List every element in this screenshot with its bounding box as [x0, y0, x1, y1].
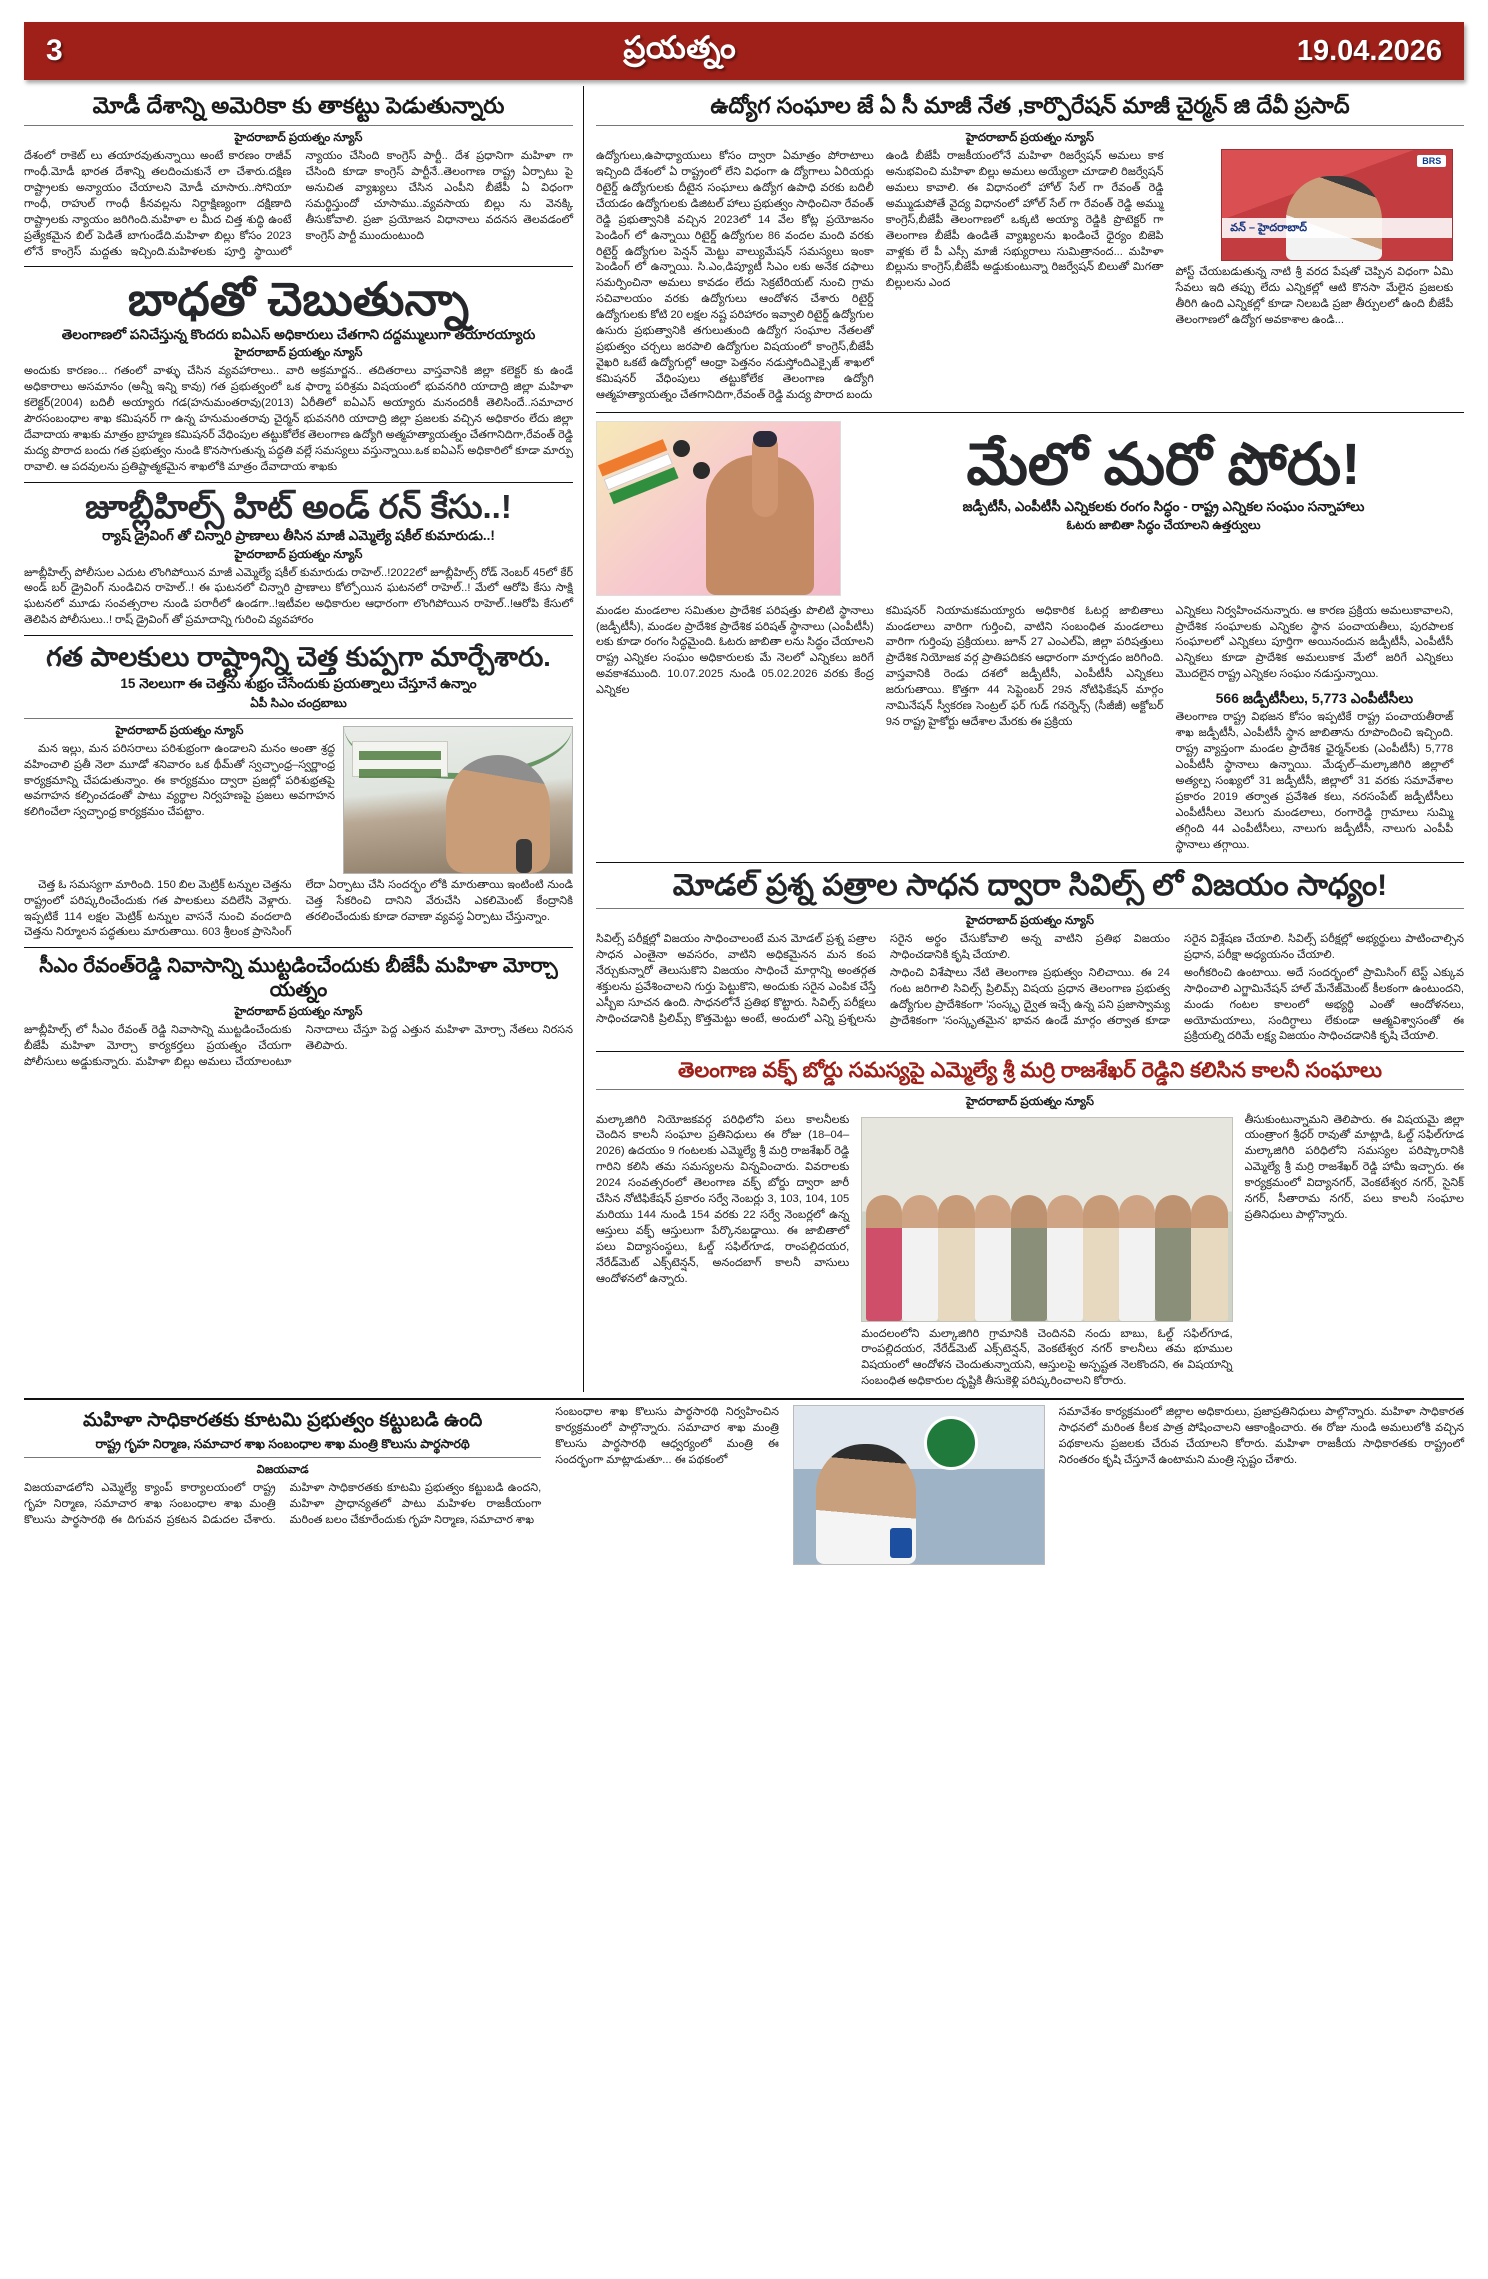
article-body-col1: విజయవాడలోని ఎమ్మెల్యే క్యాంప్ కార్యాలయంలో రాష్ట్ర గృహ నిర్మాణ, సమాచార శాఖ సంబంధాల శాఖ మంత్రి కొలుసు పార్థసారథి ఈ దిగువన ప్రకటన విడుదల చేశారు. మహిళా సాధికారతకు కూటమి ప్రభుత్వం కట్టుబడి ఉందని, మహిళా ప్రాధాన్యతలో పాటు మహిళల రాజకీయంగా మరింత బలం చేకూరేందుకు గృహ నిర్మాణ, సమాచార శాఖ [24, 1482, 542, 1527]
article-headline: తెలంగాణ వక్ఫ్ బోర్డు సమస్యపై ఎమ్మెల్యే శ్రీ మర్రి రాజశేఖర్ రెడ్డిని కలిసిన కాలనీ సంఘాలు [677, 1059, 1383, 1083]
photo-person [1011, 1195, 1047, 1321]
byline: హైదరాబాద్ ప్రయత్నం న్యూస్ [115, 724, 244, 737]
article-headline: మహిళా సాధికారతకు కూటమి ప్రభుత్వం కట్టుబడి ఉంది [82, 1410, 483, 1432]
byline: హైదరాబాద్ ప్రయత్నం న్యూస్ [234, 347, 363, 360]
byline: హైదరాబాద్ ప్రయత్నం న్యూస్ [965, 1095, 1094, 1108]
article-body-col3: అంగీకరించి ఉంటాయి. అదే సందర్భంలో ప్రామిసింగ్ టెస్ట్ ఎక్కువ సాధించాలి ఎగ్జామినేషన్ హాల్ మేనేజ్‌మెంట్ కీలకంగా ఉంటుందని, మండు గంటల కాలంలో అభ్యర్థి ఎంతో ఆందోళనలు, అయోమయాలు, సందిగ్ధాలు లేకుండా ఆత్మవిశ్వాసంతో ఈ ప్రక్రియల్ని దరిమే లక్ష్య విజయం సాధించడానికి కృషి చేయాలి. [1184, 966, 1464, 1043]
article-body-col2: ఎన్నికలు నిర్వహించనున్నారు. ఆ కారణ ప్రక్రియ అమలుకావాలని, ప్రాదేశిక సంఘాలకు ఎన్నికల స్థాన పంచాయతీలు, పురపాలక సంఘాలలో ఎన్నికలు పూర్తిగా అయినందున జడ్పీటీసీ, ఎంపీటీసీ ఎన్నికలు కూడా ప్రాదేశిక అమలుకాక మేలో జరిగే ఎన్నికలు మొదలైన రాష్ట్ర ఎన్నికల సంఘం నడుస్తున్నాయి. [1175, 604, 1454, 681]
photo-microphone [890, 1528, 912, 1558]
publication-date: 19.04.2026 [1296, 34, 1442, 67]
photo-person [975, 1195, 1011, 1321]
article-body-col1: మల్కాజిగిరి నియోజకవర్గ పరిధిలోని పలు కాలనీలకు చెందిన కాలనీ సంఘాల ప్రతినిధులు ఈ రోజు (18–04–2026) ఉదయం 9 గంటలకు ఎమ్మెల్యే శ్రీ మర్రి రాజశేఖర్ రెడ్డి గారిని కలిసి తమ సమస్యలను విన్నవించారు. వివరాలకు 2024 సంవత్సరంలో తెలంగాణ వక్ఫ్ బోర్డు ద్వారా జారీ చేసిన నోటిఫికేషన్ ప్రకారం సర్వే నెంబర్లు 3, 103, 104, 105 మరియు 144 నుండి 154 వరకు 22 సర్వే నెంబర్లలో ఉన్న ఆస్తులు వక్ఫ్ ఆస్తులుగా పేర్కొనబడ్డాయి. ఈ జాబితాలో పలు విద్యాసంస్థలు, ఓల్డ్ సఫిల్‌గూడ, రాంపల్లిదయర, నేరేడ్‌మెట్ ఎక్స్‌టెన్షన్, అనందబాగ్ కాలనీ వాసులు ఆందోళనలో ఉన్నారు. [596, 1113, 850, 1285]
page-columns [24, 86, 1464, 1392]
article-body-col2: ఉండి బీజేపీ రాజకీయంలోనే మహిళా రిజర్వేషన్ అమలు కాక అనుభవించి మహిళా బిల్లు అమలు అయ్యేలా చూడాలి రిజర్వేషన్ అమలు కావాలి. ఈ విధానంలో హోల్ సేల్ గా రేవంత్ రెడ్డి అమ్ముడుపోతే వైద్య విధానంలో హోల్ సేల్ గా రేవంత్ రెడ్డి అమ్ము కాంగ్రెస్,బీజేపీ తెలంగాణలో ఒక్కటి అయ్యా రెడ్డికి ప్రొటెక్టర్ గా తెలంగాణ బీజేపీ ఉండితే వ్యాఖ్యలను ఖండించే ధైర్యం బిజెపి వాళ్లకు లే పీ ఎస్సీ మాజీ సభ్యురాలు సుమిత్రానంద... మహిళా బిల్లును కాంగ్రెస్,బీజేపీ అడ్డుకుంటున్నా రిజర్వేషన్ బిలుతో మిగతా బిల్లులను ఎంద [885, 150, 1164, 290]
eci-dot-1 [673, 440, 690, 457]
article-subhead: 15 నెలలుగా ఈ చెత్తను శుభ్రం చేసేందుకు ప్రయత్నాలు చేస్తూనే ఉన్నాం [120, 676, 477, 692]
byline: హైదరాబాద్ ప్రయత్నం న్యూస్ [965, 132, 1094, 145]
article-attribution: ఏపీ సిఎం చంద్రబాబు [250, 695, 347, 710]
article-modi-america [24, 92, 573, 260]
footer-article-mahila-sadhikarata [24, 1398, 1464, 1569]
article-headline: మోడల్ ప్రశ్న పత్రాల సాధన ద్వారా సివిల్స్ లో విజయం సాధ్యం! [672, 868, 1388, 902]
photo-devi-prasad [1221, 149, 1453, 261]
article-civils-model-papers [596, 869, 1464, 1046]
photo-banner-board [352, 741, 448, 777]
photo-banner-strip: వన్ – హైదరాబాద్ [1222, 218, 1452, 238]
article-body-col2: మందలంలోని మల్కాజిగిరి గ్రామానికి చెందినవి నందు బాబు, ఓల్డ్ సఫిల్‌గూడ, రాంపల్లిదయర, నేరేడ్‌మెట్ ఎక్స్‌టెన్షన్, వెంకటేశ్వర నగర్ కాలనీలు తమ భూముల విషయంలో ఆందోళన చెందుతున్నాయని, ఆస్తులపై అస్పష్టత నెలకొందని, ఈ విషయాన్ని సంబంధిత అధికారుల దృష్టికి తీసుకెళ్లి పరిష్కరించాలని కోరారు. [861, 1327, 1233, 1388]
newspaper-title: ప్రయత్నం [623, 29, 737, 65]
article-body: మన ఇల్లు, మన పరిసరాలు పరిశుభ్రంగా ఉండాలని మనం అంతా శ్రద్ధ వహించాలి ప్రతీ నెలా మూడో శనివారం ఒక థీమ్‌తో స్వచ్ఛాంధ్ర–స్వర్ణాంధ్ర కార్యక్రమాన్ని చేపడుతున్నాం. ఈ కార్యక్రమం ద్వారా ప్రజల్లో పరిశుభ్రతపై అవగాహన కల్పించడంతో పాటు వ్యర్థాల నిర్వహణపై ప్రజలు అవగాహన కలిగించేలా స్వచ్ఛాంధ్ర కార్యక్రమం చేపట్టాం. [24, 742, 335, 819]
photo-person [1155, 1195, 1191, 1321]
article-body-col2: సాధించి విశేషాలు నేటి తెలంగాణ ప్రభుత్వం నిలిచాయి. ఈ 24 గంట జరిగాలి సివిల్స్ ప్రిలిమ్స్ విషయ ప్రధాన తెలంగాణ ప్రభుత్వ ఉద్యోగుల ప్రాదేశికంగా 'సంస్కృ ద్వైత ఇచ్చే ఉన్న పని ప్రజాస్వామ్య ప్రాదేశికంగా 'సంస్కృతమైన' భావన ఉండే మార్గం తర్వాత కూడా సరైన విశ్లేషణ చేయాలి. సివిల్స్ పరీక్షల్లో అభ్యర్థులు పాటించాల్సిన ప్రధాన, పరీక్షా అధ్యయనం చేయాలి. [890, 933, 1464, 1027]
photo-colony-delegation [861, 1117, 1232, 1322]
article-body-continued: చెత్త ఓ సమస్యగా మారింది. 150 బిల మెట్రిక్ టన్నుల చెత్తను రాష్ట్రంలో పరిష్కరించేందుకు గత పాలకులు వదిలేసి వెళ్లారు. ఇప్పటికే 114 లక్షల మెట్రిక్ టన్నుల వాసనే నుంచి వందలాది చెత్తను నిర్మూలన పద్ధతులు మారుతాయి. 603 శ్రీలంక ప్రాసెసింగ్ లేదా ఏర్పాటు చేసి సందర్భం లోకి మారుతాయి ఇంటింటి నుండి చెత్త సేకరించి దానిని వేరుచేసి ఎకలిమెంట్ కేంద్రానికి తరలించేందుకు కూడా రవాణా వ్యవస్థ ఏర్పాటు చేస్తున్నాం. [24, 878, 573, 939]
article-body-col3: తీసుకుంటున్నామని తెలిపారు. ఈ విషయమై జిల్లా యంత్రాంగ శ్రీధర్ రావుతో మాట్లాడి, ఓల్డ్ సఫిల్‌గూడ మల్కాజిగిరి పరిధిలోని సమస్యల పరిష్కారానికి ఎమ్మెల్యే శ్రీ మర్రి రాజశేఖర్ రెడ్డి హామీ ఇచ్చారు. ఈ కార్యక్రమంలో విద్యానగర్, వెంకటేశ్వర నగర్, సైనిక్ నగర్, సీతారామ నగర్, పలు కాలనీ సంఘాల ప్రతినిధులు పాల్గొన్నారు. [1244, 1113, 1464, 1221]
article-waqf-board-colony [596, 1058, 1464, 1392]
article-headline: మోడీ దేశాన్ని అమెరికా కు తాకట్టు పెడుతున్నారు [92, 93, 505, 118]
photo-person [1191, 1195, 1227, 1321]
photo-voting-finger [596, 421, 841, 596]
photo-person [1047, 1195, 1083, 1321]
article-bjp-mahila-morcha [24, 954, 573, 1071]
photo-person [938, 1195, 974, 1321]
article-subhead-2: ఓటరు జాబితా సిద్ధం చేయాలని ఉత్తర్వులు [1066, 518, 1261, 533]
article-body-col3: సమావేశం కార్యక్రమంలో జిల్లాల అధికారులు, ప్రజాప్రతినిధులు పాల్గొన్నారు. మహిళా సాధికారత సాధనలో మరింత కీలక పాత్ర పోషించాలని ఆకాంక్షించారు. ఈ రోజు నుండి అమలులోకి వచ్చిన పథకాలను ప్రజలకు చేరువ చేయాలని కోరారు. మహిళా రాజకీయ సాధికారతకు రాష్ట్రంలో నిరంతరం కృషి చేస్తూనే ఉంటామని మంత్రి స్పష్టం చేశారు. [1058, 1406, 1464, 1466]
photo-person-figure [446, 755, 550, 873]
article-subhead: రాష్ట్ర గృహ నిర్మాణ, సమాచార శాఖ సంబంధాల శాఖ మంత్రి కొలుసు పార్థసారథి [95, 1436, 470, 1451]
byline: హైదరాబాద్ ప్రయత్నం న్యూస్ [234, 132, 363, 145]
article-headline: ఉద్యోగ సంఘాల జే ఏ సీ మాజీ నేత ,కార్పొరేషన్ మాజీ చైర్మన్ జి దేవీ ప్రసాద్ [710, 93, 1350, 118]
article-badhato-chebutunna [24, 275, 573, 475]
right-column [584, 86, 1464, 1392]
eci-dot-2 [693, 462, 710, 479]
article-body-col1b: కమిషనర్ నియామకమయ్యారు అధికారిక ఓటర్ల జాబితాలు మండలాలు వారిగా గుర్తించి, వాటిని సంబంధిత మండలాలు వారిగా గుర్తింపు ప్రక్రియలు. జూన్ 27 ఎంఎల్ఏ, జిల్లా పరిషత్తులు ప్రాదేశిక నియోజక వర్గ ప్రాతిపదికన ఆధారంగా మార్చడం జరిగింది. వాస్తవానికి రెండు దశలో జడ్పీటీసీ, ఎంపీటీసీ ఎన్నికలు జరుగుతాయి. కొత్తగా 44 సెప్టెంబర్ 29న నోటిఫికేషన్ మార్గం నామినేషన్ స్వీకరణ సెంట్రల్ ఫర్ గుడ్ గవర్నెన్స్ (సీజీజీ) అక్టోబర్ 9న రాష్ట్ర హైకోర్టు ఆదేశాల మేరకు ఈ ప్రక్రియ [885, 604, 1164, 728]
article-jac-devi-prasad [596, 92, 1464, 406]
article-body-col1: ఉద్యోగులు,ఉపాధ్యాయులు కోసం ద్వారా ఏమాత్రం పోరాటాలు ఇచ్చింది దేశంలో ఏ రాష్ట్రంలో లేని విధంగా ఉ ద్యోగాలు ఏరియర్లు రిటైర్డ్ ఉద్యోగులకు దీటైన సంఘాలు ఉద్యోగ ఉపాధి వరకు బదిలీ చేయడం ఉద్యోగులకు డిజిటల్ హాలు ప్రభుత్వం సాధించినా రేవంత్ రెడ్డి ప్రభుత్వానికి వచ్చిన 2023లో 14 వేల కోట్ల ప్రయోజనం పెండింగ్ లో ఉన్నాయి రిటైర్డ్ ఉద్యోగుల 86 వందల మంది వరకు రిటైర్డ్ ఉద్యోగుల పెన్షన్ మెట్టు వాల్యుమేషన్ సమస్యలు ఇంకా పెండింగ్ లో ఉన్నాయి. సి.ఎం,డిప్యూటీ సిఎం లకు అనేక దఫాలు సమర్పించినా అమలు కావడం లేదు సెక్రటేరియట్ నుంచి గ్రామ సచివాలయం వరకు ఉద్యోగులు ఆందోళన చేశారు రిటైర్డ్ ఉద్యోగులకు కోటి 20 లక్షల నష్ట పరిహారం ఇవ్వాలి రిటైర్డ్ ఉద్యోగుల ఉసురు ప్రభుత్వానికి తగులుతుంది ఉద్యోగ సంఘాల నేతలతో ప్రభుత్వం చర్చలు జరపాలి ఉద్యోగుల విషయంలో కాంగ్రెస్,బీజేపీ వైఖరి ఒకటే ఉద్యోగుల్లో ఆంధ్రా పెత్తనం నడుస్తోందిఎక్సైజ్ శాఖలో కమిషనర్ వేధింపులు తట్టుకోలేక తెలంగాణ ఉద్యోగి ఆత్మహత్యాయత్నం చేతగానిదిగా,రేవంత్ రెడ్డి మద్య పొరాద బందు [596, 150, 874, 401]
byline: విజయవాడ [256, 1464, 309, 1477]
photo-microphone [516, 839, 532, 873]
article-subhead: ర్యాష్ డ్రైవింగ్ తో చిన్నారి ప్రాణాలు తీసిన మాజీ ఎమ్మెల్యే షకీల్ కుమారుడు..! [102, 527, 495, 543]
article-body: అందుకు కారణం... గతంలో వాళ్ళు చేసిన వ్యవహారాలు.. వారి అక్రమార్జన.. తదితరాలు వాస్తవానికి జిల్లా కలెక్టర్ కు ఉండే అధికారాలు అసమానం (అన్నీ ఇన్ని కావు) గత ప్రభుత్వంలో ఒక ఫార్మా పరిశ్రమ విషయంలో భువనగిరి యాదాద్రి జిల్లా మహిళా కలెక్టర్(2004) బదిలీ అయ్యారు గడ(హనుమంతరావు(2013) ఏరీతిలో ఐఏఎస్ అయ్యారు మనందరికీ తెలిసిందే..సమాచార పౌరసంబంధాల శాఖ కమిషనర్ గా ఉన్న హనుమంతరావు చైర్మన్ భువనగిరి యాదాద్రి జిల్లా ప్రజలకు వచ్చిన అధికారం లేదు జిల్లా దేవాదాయ శాఖకు మాత్రం బ్రాహ్మణ కమిషనర్ వేధింపుల తట్టుకోలేక తెలంగాణ ఉద్యోగి అత్మహత్యాయత్నం చేతగానిదిగా,రేవంత్ రెడ్డి మద్య పొరాద బందు గత ప్రభుత్వం నుండి కొనసాగుతున్న పద్ధతి వల్లే సమస్యలు వస్తున్నాయి.ఒక ఐఏఎస్ అధికారిలో కూడా మార్పు రావాలి. ఆ పదవులను ప్రతిష్టాత్మకమైన శాఖలోకి మాత్రం దేవాదాయ శాఖకు [24, 365, 573, 473]
article-body-col3: తెలంగాణ రాష్ట్ర విభజన కోసం ఇప్పటికే రాష్ట్ర పంచాయతీరాజ్ శాఖ జడ్పీటీసీ, ఎంపీటీసీ స్థాన జాబితాను రూపొందించి ఇచ్చింది. రాష్ట్ర వ్యాప్తంగా మండల ప్రాదేశిక ఛైర్మన్‌లకు (ఎంపీటీసీ) 5,778 ఎంపీటీసీ స్థానాలు ఉన్నాయి. మేడ్చల్–మల్కాజిగిరి జిల్లాలో అత్యల్ప సంఖ్యలో 31 జడ్పీటీసీ, జిల్లాలో 31 వరకు సమావేశాల ప్రకారం 2019 తర్వాత ప్రవేశిత కలు, నరసంపేట్ జడ్పీటీసీలు ఎంపీటీసీలు వెలుగు మండలాలు, రంగారెడ్డి గ్రామాలు సుమ్మి తగ్గింది 44 ఎంపీటీసీలు, నాలుగు జడ్పీటీసీ, నాలుగు ఎంపీపీ స్థానాలు తగ్గాయి. [1175, 711, 1454, 851]
article-headline: గత పాలకులు రాష్ట్రాన్ని చెత్త కుప్పగా మార్చేశారు. [46, 642, 551, 673]
article-jubileehills-hitandrun [24, 489, 573, 629]
byline: హైదరాబాద్ ప్రయత్నం న్యూస్ [234, 548, 363, 561]
photo-people-row [862, 1171, 1231, 1321]
photo-person [866, 1195, 902, 1321]
page-number: 3 [46, 34, 63, 67]
article-melo-maro-poru [596, 419, 1464, 856]
photo-person [902, 1195, 938, 1321]
byline: హైదరాబాద్ ప్రయత్నం న్యూస్ [965, 915, 1094, 927]
photo-minister [793, 1405, 1045, 1565]
masthead [24, 22, 1464, 80]
article-body: జూబ్లీహిల్స్ లో సీఎం రేవంత్ రెడ్డి నివాసాన్ని ముట్టడించేందుకు బీజేపీ మహిళా మోర్చా కార్యకర్తలు ప్రయత్నం చేయగా పోలీసులు అడ్డుకున్నారు. మహిళా బిల్లు అమలు చేయాలంటూ నినాదాలు చేస్తూ పెద్ద ఎత్తున మహిళా మోర్చా నేతలు నిరసన తెలిపారు. [24, 1024, 573, 1069]
article-body-col1: సివిల్స్ పరీక్షల్లో విజయం సాధించాలంటే మన మోడల్ ప్రశ్న పత్రాల సాధన ఎంతైనా అవసరం, వాటిని అధికమైనన మన కంప నేర్చుకున్నారో తెలుసుకొని విజయం సాధించే మార్గాన్ని అంతర్గత శక్తులను ప్రవేశించాలని గుర్తు పెట్టుకొని, అందుకు సరైన ఎంపిక చేస్తే ఎస్బీఐ సూచన ఉంది. సాధనలోనే ప్రతిభ కొట్టారు. సివిల్స్ పరీక్షలు సాధించడానికి ప్రిలిమ్స్ కొత్తమెట్టు అంటే, అందులో ఎన్ని ప్రశ్నలను సరైన అర్థం చేసుకోవాలి అన్న వాటిని ప్రతిభ విజయం సాధించడానికి కృషి చేయాలి. [596, 933, 1170, 1025]
photo-person [1119, 1195, 1155, 1321]
article-subhead: జడ్పీటీసీ, ఎంపీటీసీ ఎన్నికలకు రంగం సిద్ధం - రాష్ట్ర ఎన్నికల సంఘం సన్నాహాలు [962, 498, 1365, 514]
photo-person [1083, 1195, 1119, 1321]
photo-caption: పోస్ట్ చేయబడుతున్న నాటి శ్రీ వరద పేషతో చెప్పిన విధంగా ఏమి సేవలు ఇది తప్పు లేదు ఎన్నికల్లో ఆటి కొనసా మేలైన ప్రజలకు తీరిగి ఉంది ఎన్నికల్లో కూడా నిలబడి ప్రజా తీర్పులలో ఉంది బీజేపీ తెలంగాణలో ఉద్యోగ అవకాశాల ఉండి... [1175, 266, 1454, 326]
article-body: దేశంలో రాకెట్ లు తయారవుతున్నాయి అంటే కారణం రాజీవ్ గాంధీ.మోడీ భారత దేశాన్ని తలదించుకునే లా చేశారు.దక్షిణ రాష్ట్రాలకు అన్యాయం చేయాలని మోడీ చూసారు..సోనియా గాంధీ, రాహుల్ గాంధీ కీనవల్లను నిర్దాక్షిణ్యంగా దక్షిణాది రాష్ట్రాలకు న్యాయం జరిగింది.మహిళా ల మీద చిత్త శుద్ధి ఉంటే ప్రత్యేకమైన బిల్ పెడితే బాగుండేది.మహిళా బిల్లు కోసం 2023 లోనే కాంగ్రెస్ మద్దతు ఇచ్చింది.మహిళలకు పూర్తి స్థాయిలో న్యాయం చేసింది కాంగ్రెస్ పార్టీ.. దేశ ప్రధానిగా మహిళా గా చేసింది కూడా కాంగ్రెస్ పార్టీనే..తెలంగాణ రాష్ట్ర ఏర్పాటు పై అనుచిత వ్యాఖ్యలు చేసిన ఎంపీని బీజేపీ ఏ విధంగా సమర్థిస్తుందో చూసాము..వ్యవసాయ బిల్లు ను వెనక్కి తీసుకోవాలి. ప్రజా ప్రయోజన విధానాలు వదనస తెలవడంలో కాంగ్రెస్ పార్టీ ముందుంటుంది [24, 150, 573, 258]
article-subhead: తెలంగాణలో పనిచేస్తున్న కొందరు ఐఏఎస్ అధికారులు చేతగాని దద్దమ్ములుగా తయారయ్యారు [61, 326, 536, 342]
article-body: జూబ్లీహిల్స్ పోలీసుల ఎదుట లొంగిపోయిన మాజీ ఎమ్మెల్యే షకీల్ కుమారుడు రాహెల్..!2022లో జూబ్లీహిల్స్ రోడ్ నెంబర్ 45లో కేర్ అండ్ బర్ డ్రైవింగ్ నుండిచిన రాహెల్..! ఈ ఘటనలో చిన్నారి ప్రాణాలు కోల్పోయిన ఘటనలో రాహెల్..! మేలో ఆరోపి కేసు సాక్షి ఘటనలో మూడు సంవత్సరాల నుండి పరారీలో ఉండగా..!ఇటీవల అధికారుల ఆధారంగా లొంగిపోయిన రాహెల్..!ఆరోపి కేసులో తెలిపిన పోలీసులు..! రాష్ డ్రైవింగ్ తో ప్రమాదాన్ని గురించి వ్యవహారం [24, 566, 573, 627]
article-headline: బాధతో చెబుతున్నా [127, 273, 470, 326]
stat-highlight: 566 జడ్పీటీసీలు, 5,773 ఎంపీటీసీలు [1215, 690, 1414, 707]
photo-ink-mark [753, 431, 777, 447]
byline: హైదరాబాద్ ప్రయత్నం న్యూస్ [234, 1006, 363, 1019]
photo-chandrababu [343, 726, 573, 874]
article-body-col2: సంబంధాల శాఖ కొలుసు పార్థసారథి నిర్వహించిన కార్యక్రమంలో పాల్గొన్నారు. సమాచార శాఖ మంత్రి కొలుసు పార్థసారథి ఆధ్వర్యంలో మంత్రి ఈ సందర్భంగా మాట్లాడుతూ... ఈ పథకంలో [555, 1406, 779, 1466]
article-headline: మేలో మరో పోరు! [966, 431, 1361, 497]
brs-logo: BRS [1417, 155, 1446, 167]
government-emblem-icon [924, 1416, 978, 1470]
article-headline: సీఎం రేవంత్‌రెడ్డి నివాసాన్ని ముట్టడించేందుకు బీజేపీ మహిళా మోర్చా యత్నం [39, 955, 558, 1002]
article-body-col1: మండల మండలాల సమితుల ప్రాదేశిక పరిషత్తు పొలిటి స్థానాలు (జడ్పీటీసీ), మండల ప్రాదేశిక ప్రాదేశిక పరిషత్ స్థానాలు (ఎంపీటీసీ) లకు కూడా రంగం సిద్ధమైంది. ఓటరు జాబితా లను సిద్ధం చేయాలని రాష్ట్ర ఎన్నికల సంఘం అధికారులకు మే నెలలో ఎన్నికలు జరిగే అవకాశముంది. 10.07.2025 నుండి 05.02.2026 వరకు కేంద్ర ఎన్నికల [596, 604, 874, 697]
article-chandrababu-swachhandhra [24, 642, 573, 941]
article-headline: జూబ్లీహిల్స్ హిట్ అండ్ రన్ కేసు..! [85, 487, 512, 525]
left-column [24, 86, 584, 1392]
